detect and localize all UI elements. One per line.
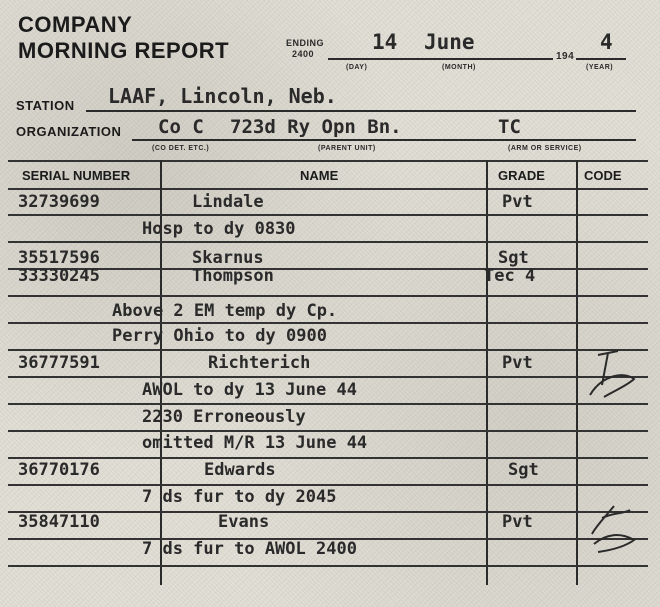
entry-name: Evans [218, 512, 270, 532]
entry-remark: Perry Ohio to dy 0900 [112, 326, 327, 346]
col-header-code: CODE [584, 168, 622, 183]
entry-serial: 36770176 [18, 460, 100, 480]
title-company: COMPANY [18, 12, 133, 37]
entry-name: Skarnus [192, 248, 264, 268]
year-underline [576, 58, 626, 60]
entry-remark: Above 2 EM temp dy Cp. [112, 301, 338, 321]
entry-grade: Sgt [508, 460, 539, 480]
organization-underline [132, 139, 636, 141]
entry-grade: Tec 4 [484, 266, 536, 286]
row-rule [8, 295, 648, 297]
row-rule [8, 430, 648, 432]
date-underline [328, 58, 553, 60]
entry-name: Lindale [192, 192, 264, 212]
org-unit: Co C [158, 116, 204, 138]
row-rule [8, 457, 648, 459]
row-rule [8, 214, 648, 216]
arm-caption: (ARM OR SERVICE) [508, 145, 582, 152]
parent-caption: (PARENT UNIT) [318, 145, 376, 152]
entry-name: Edwards [204, 460, 276, 480]
entry-name: Richterich [208, 353, 311, 373]
col-header-name: NAME [300, 168, 339, 183]
row-rule [8, 403, 648, 405]
org-arm: TC [498, 116, 521, 138]
row-rule [8, 484, 648, 486]
row-rule [8, 511, 648, 513]
ending-time: 2400 [292, 49, 315, 59]
entry-name: Thompson [192, 266, 274, 286]
row-rule [8, 268, 648, 270]
col-divider-grade [486, 160, 488, 585]
entry-grade: Sgt [498, 248, 529, 268]
station-underline [86, 110, 636, 112]
row-rule [8, 322, 648, 324]
entry-serial: 33330245 [18, 266, 100, 286]
station-label: STATION [16, 98, 75, 113]
entry-serial: 35847110 [18, 512, 100, 532]
row-rule [8, 349, 648, 351]
row-rule [8, 241, 648, 243]
year-prefix: 194 [556, 51, 575, 62]
unit-caption: (CO DET. ETC.) [152, 145, 210, 152]
entry-remark: 7 ds fur to dy 2045 [142, 487, 337, 507]
report-year-digit: 4 [600, 30, 613, 54]
ending-label: ENDING [286, 38, 325, 48]
year-caption: (YEAR) [586, 64, 614, 71]
col-header-grade: GRADE [498, 168, 545, 183]
station-value: LAAF, Lincoln, Neb. [108, 84, 337, 108]
col-divider-code [576, 160, 578, 585]
entry-remark: AWOL to dy 13 June 44 [142, 380, 357, 400]
entry-serial: 35517596 [18, 248, 100, 268]
entry-serial: 32739699 [18, 192, 100, 212]
handwritten-code-mark [584, 500, 644, 556]
day-caption: (DAY) [346, 64, 368, 71]
header-bottom-rule [8, 188, 648, 190]
handwritten-code-mark [584, 345, 644, 407]
entry-grade: Pvt [502, 192, 533, 212]
entry-remark: omitted M/R 13 June 44 [142, 433, 368, 453]
month-caption: (MONTH) [442, 64, 476, 71]
entry-grade: Pvt [502, 512, 533, 532]
entry-grade: Pvt [502, 353, 533, 373]
title-morning-report: MORNING REPORT [18, 38, 230, 63]
row-rule [8, 565, 648, 567]
row-rule [8, 376, 648, 378]
entry-remark: 2230 Erroneously [142, 407, 306, 427]
entry-serial: 36777591 [18, 353, 100, 373]
organization-label: ORGANIZATION [16, 124, 122, 139]
report-month: June [424, 30, 475, 54]
table-top-rule [8, 160, 648, 162]
entry-remark: 7 ds fur to AWOL 2400 [142, 539, 357, 559]
entry-remark: Hosp to dy 0830 [142, 219, 296, 239]
col-header-serial: SERIAL NUMBER [22, 168, 131, 183]
report-day: 14 [372, 30, 398, 54]
org-parent: 723d Ry Opn Bn. [230, 116, 402, 138]
